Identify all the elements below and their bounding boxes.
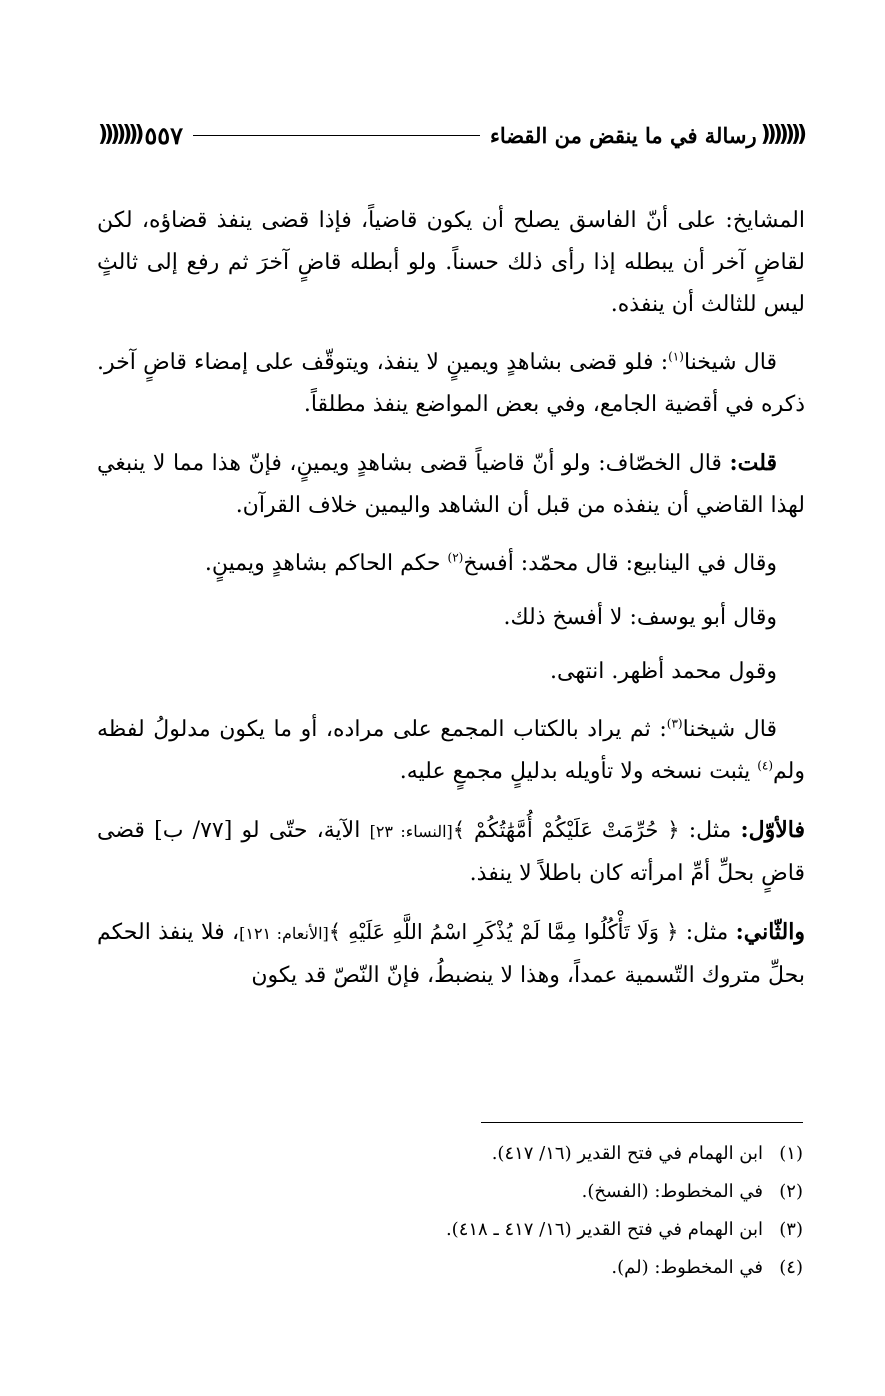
quran-verse: ﴿ وَلَا تَأْكُلُوا مِمَّا لَمْ يُذْكَرِ اسْمُ اللَّهِ عَلَيْهِ ﴾: [328, 920, 679, 944]
header-ornament-left: (((((((: [98, 122, 141, 147]
footnote: [103, 1211, 803, 1249]
paragraph: [97, 200, 805, 326]
footnote-text: ابن الهمام في فتح القدير (١٦/ ٤١٧ ـ ٤١٨).: [445, 1219, 763, 1240]
footnote-number: (٣): [779, 1219, 803, 1240]
paragraph-lead: قال شيخنا: [682, 717, 777, 742]
footnote-number: (٤): [779, 1257, 803, 1278]
paragraph-lead: وقال في الينابيع: قال محمّد: أفسخ: [463, 551, 777, 576]
footnote-ref: (٣): [666, 716, 683, 731]
paragraph-bold-lead: فالأوّل:: [740, 817, 805, 843]
paragraph-text: : فلو قضى بشاهدٍ ويمينٍ لا ينفذ، ويتوقّف على إمضاء قاضٍ آخر. ذكره في أقضية الجامع، وفي بعض المواضع ينفذ مطلقاً.: [97, 350, 805, 417]
footnote-text: ابن الهمام في فتح القدير (١٦/ ٤١٧).: [491, 1143, 763, 1164]
footnote-text: في المخطوط: (الفسخ).: [581, 1181, 763, 1202]
verse-citation: [النساء: ٢٣]: [369, 822, 453, 841]
footnote: [103, 1249, 803, 1287]
footnotes: [103, 1135, 803, 1287]
paragraph: [97, 543, 805, 585]
paragraph: [97, 709, 805, 793]
paragraph-text: : ثم يراد بالكتاب المجمع على مراده، أو ما يكون مدلولُ لفظه ولم: [97, 717, 805, 784]
paragraph-text: مثل:: [678, 920, 736, 945]
paragraph-text: وقال أبو يوسف: لا أفسخ ذلك.: [503, 605, 777, 630]
paragraph-text: المشايخ: على أنّ الفاسق يصلح أن يكون قاضياً، فإذا قضى ينفذ قضاؤه، لكن لقاضٍ آخر أن يبطله إذا رأى ذلك حسناً. ولو أبطله قاضٍ آخرَ ثم رفع إلى ثالثٍ ليس للثالث أن ينفذه.: [97, 208, 805, 317]
paragraph-text: قال الخصّاف: ولو أنّ قاضياً قضى بشاهدٍ ويمينٍ، فإنّ هذا مما لا ينبغي لهذا القاضي أن ينفذه من قبل أن الشاهد واليمين خلاف القرآن.: [97, 451, 805, 518]
paragraph: [97, 597, 805, 639]
footnote-number: (٢): [779, 1181, 803, 1202]
footnote: [103, 1135, 803, 1173]
paragraph-text: يثبت نسخه ولا تأويله بدليلٍ مجمعٍ عليه.: [399, 759, 758, 784]
paragraph: [97, 809, 805, 895]
footnote-ref: (١): [668, 349, 684, 364]
paragraph-bold-lead: والثّاني:: [735, 919, 805, 945]
paragraph-text: حكم الحاكم بشاهدٍ ويمينٍ.: [204, 551, 448, 576]
verse-citation: [الأنعام: ١٢١]: [239, 924, 329, 943]
paragraph-bold-lead: قلت:: [729, 450, 777, 476]
paragraph-text: ، فلا ينفذ الحكم بحلِّ متروك التّسمية عمداً، وهذا لا ينضبطُ، فإنّ النّصّ قد يكون: [97, 920, 805, 988]
body-text: [97, 200, 805, 1013]
footnote-text: في المخطوط: (لم).: [611, 1257, 763, 1278]
paragraph: [97, 651, 805, 693]
footnote-separator: [481, 1122, 803, 1123]
paragraph: [97, 442, 805, 527]
paragraph: [97, 911, 805, 997]
header-title: رسالة في ما ينقض من القضاء: [489, 122, 757, 148]
footnote-number: (١): [779, 1143, 803, 1164]
paragraph-text: مثل:: [679, 818, 741, 843]
footnote: [103, 1173, 803, 1211]
footnote-ref: (٢): [447, 550, 464, 565]
quran-verse: ﴿ حُرِّمَتْ عَلَيْكُمْ أُمَّهَٰتُكُمْ ﴾: [452, 818, 680, 842]
paragraph: [97, 342, 805, 426]
running-header: [98, 118, 803, 152]
footnote-ref: (٤): [757, 758, 774, 773]
paragraph-text: الآية، حتّى لو [٧٧/ ب] قضى قاضٍ بحلِّ أمِّ امرأته كان باطلاً لا ينفذ.: [97, 818, 805, 886]
header-ornament-right: (((((((: [760, 122, 803, 147]
header-rule: [193, 135, 480, 136]
page-number: ٥٥٧: [144, 120, 184, 150]
paragraph-lead: قال شيخنا: [683, 350, 777, 375]
paragraph-text: وقول محمد أظهر. انتهى.: [550, 659, 777, 684]
